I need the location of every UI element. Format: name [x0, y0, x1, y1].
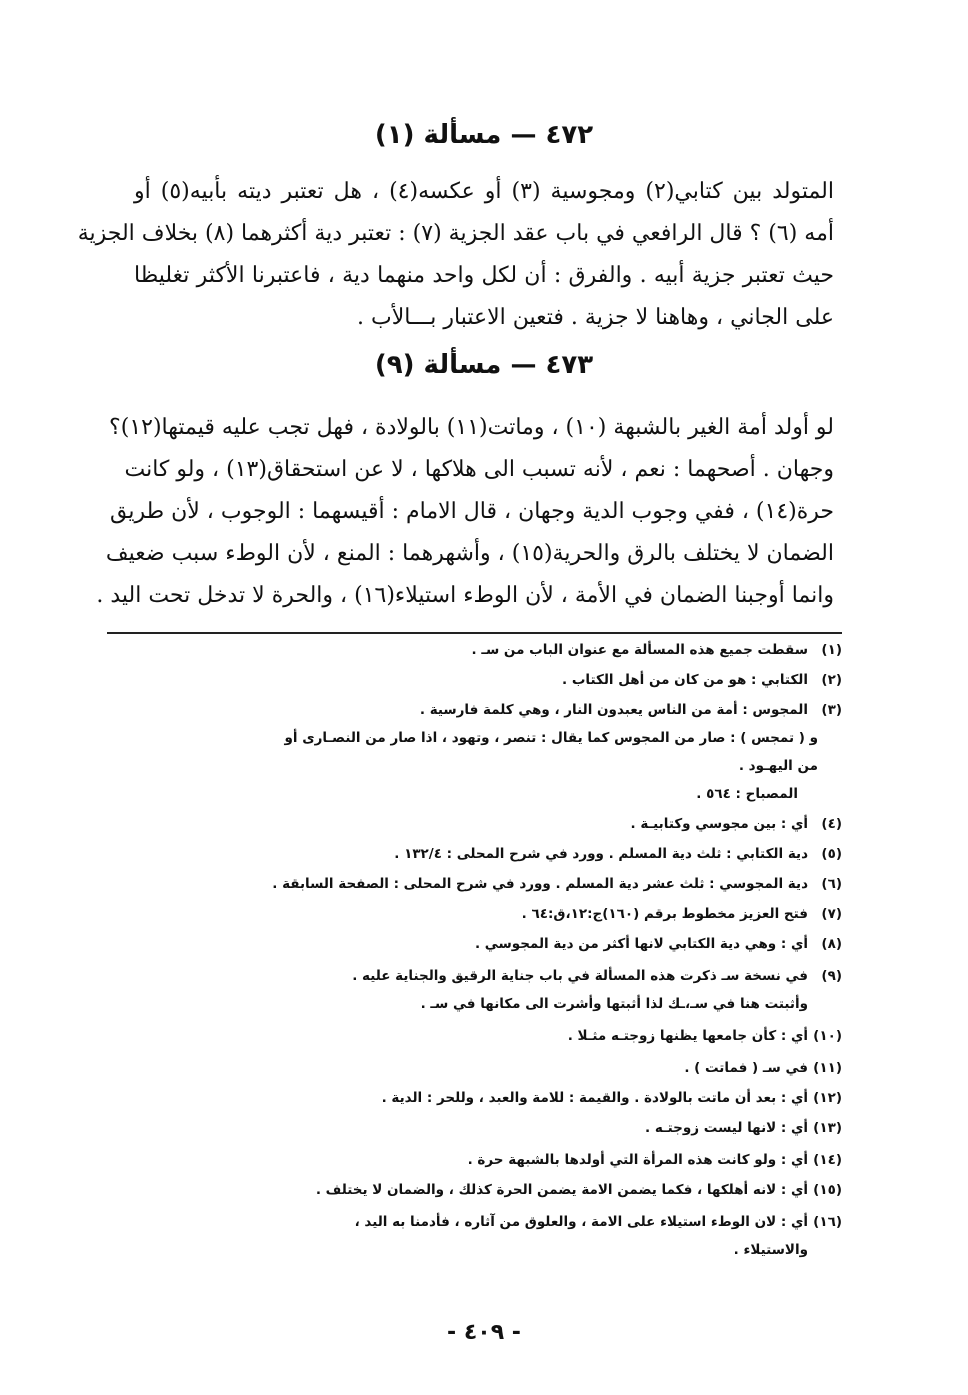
text-line: وانما أوجبنا الضمان في الأمة ، لأن الوطء استيلاء(١٦) ، والحرة لا تدخل تحت اليد . — [96, 583, 834, 608]
footnote-continuation: و ( تمجس ) : صار من المجوس كما يقال : تنصر ، وتهود ، اذا صار من النصـارى أو — [284, 730, 818, 746]
footnote: (١)سقطت جميع هذه المسألة مع عنوان الباب من سـ . — [471, 642, 842, 658]
footnote: (١٦)أي : لان الوطء استيلاء على الامة ، والعلوق من آثاره ، فأدمنا به اليد ، — [354, 1214, 842, 1230]
page-number: - ٤٠٩ - — [447, 1320, 521, 1345]
footnote: (١٠)أي : كأن جامعها يظنها زوجتـه مثـلا . — [567, 1028, 842, 1044]
footnote-divider — [107, 632, 842, 634]
footnote: (١٢)أي : بعد أن ماتت بالولادة . والقيمة : للامة والعبد ، وللحر : الدية . — [381, 1090, 842, 1106]
footnote: (٦)دية المجوسي : ثلث عشر دية المسلم . وورد في شرح المحلى : الصفحة السابقة . — [272, 876, 842, 892]
footnote: (٧)فتح العزيز مخطوط برقم (١٦٠)ج:١٢،ق:٦٤ . — [521, 906, 842, 922]
footnote: (١٣)أي : لانها ليست زوجتـه . — [645, 1120, 842, 1136]
footnote: (١٥)أي : لانه أهلكها ، فكما يضمن الامة يضمن الحرة كذلك ، والضمان لا يختلف . — [315, 1182, 842, 1198]
text-line: وجهان . أصحهما : نعم ، لأنه تسبب الى هلاكها ، لا عن استحقاق(١٣) ، ولو كانت — [124, 457, 834, 482]
footnote: (١٤)أي : ولو كانت هذه المرأة التي أولدها بالشبهة حرة . — [467, 1152, 842, 1168]
issue-heading-473: ٤٧٣ — مسألة (٩) — [374, 350, 594, 380]
text-line: أمه (٦) ؟ قال الرافعي في باب عقد الجزية (٧) : تعتبر دية أكثرهما (٨) بخلاف الجزية — [77, 221, 834, 246]
text-line: حرة(١٤) ، ففي وجوب الدية وجهان ، قال الامام : أقيسهما : الوجوب ، لأن طريق — [110, 499, 834, 524]
footnote: (٣)المجوس : أمة من الناس يعبدون النار ، وهي كلمة فارسية . — [419, 702, 842, 718]
text-line: لو أولد أمة الغير بالشبهة (١٠) ، وماتت(١١) بالولادة ، فهل تجب عليه قيمتها(١٢)؟ — [109, 415, 834, 440]
text-line: الضمان لا يختلف بالرق والحرية(١٥) ، وأشهرهما : المنع ، لأن الوطء سبب ضعيف — [105, 541, 834, 566]
text-line: على الجاني ، وهاهنا لا جزية . فتعين الاعتبار بـــالأب . — [357, 305, 834, 330]
footnote: (١١)في سـ ( فماتت ) . — [684, 1060, 842, 1076]
text-line: المتولد بين كتابي(٢) ومجوسية (٣) أو عكسه(٤) ، هل تعتبر ديته بأبيه(٥) أو — [134, 179, 834, 204]
footnote: (٤)أي : بين مجوسي وكتابيـة . — [630, 816, 842, 832]
issue-heading-472: ٤٧٢ — مسألة (١) — [374, 120, 594, 150]
footnote-continuation: من اليهـود . — [738, 758, 818, 774]
footnote: (٨)أي : وهي دية الكتابي لانها أكثر من دية المجوسي . — [474, 936, 842, 952]
footnote-continuation: المصباح : ٥٦٤ . — [696, 786, 798, 802]
text-line: حيث تعتبر جزية أبيه . والفرق : أن لكل واحد منهما دية ، فاعتبرنا الأكثر تغليظا — [134, 263, 834, 288]
footnote: (٢)الكتابي : هو من كان من أهل الكتاب . — [562, 672, 842, 688]
footnote-continuation: وأثبتت هنا في سـ،ـك لذا أثبتها وأشرت الى مكانها في سـ . — [420, 996, 808, 1012]
footnote-continuation: والاستيلاء . — [733, 1242, 808, 1258]
footnote: (٥)دية الكتابي : ثلث دية المسلم . وورد في شرح المحلى : ١٣٢/٤ . — [394, 846, 842, 862]
footnote: (٩)في نسخة سـ ذكرت هذه المسألة في باب جناية الرقيق والجناية عليه . — [352, 968, 842, 984]
